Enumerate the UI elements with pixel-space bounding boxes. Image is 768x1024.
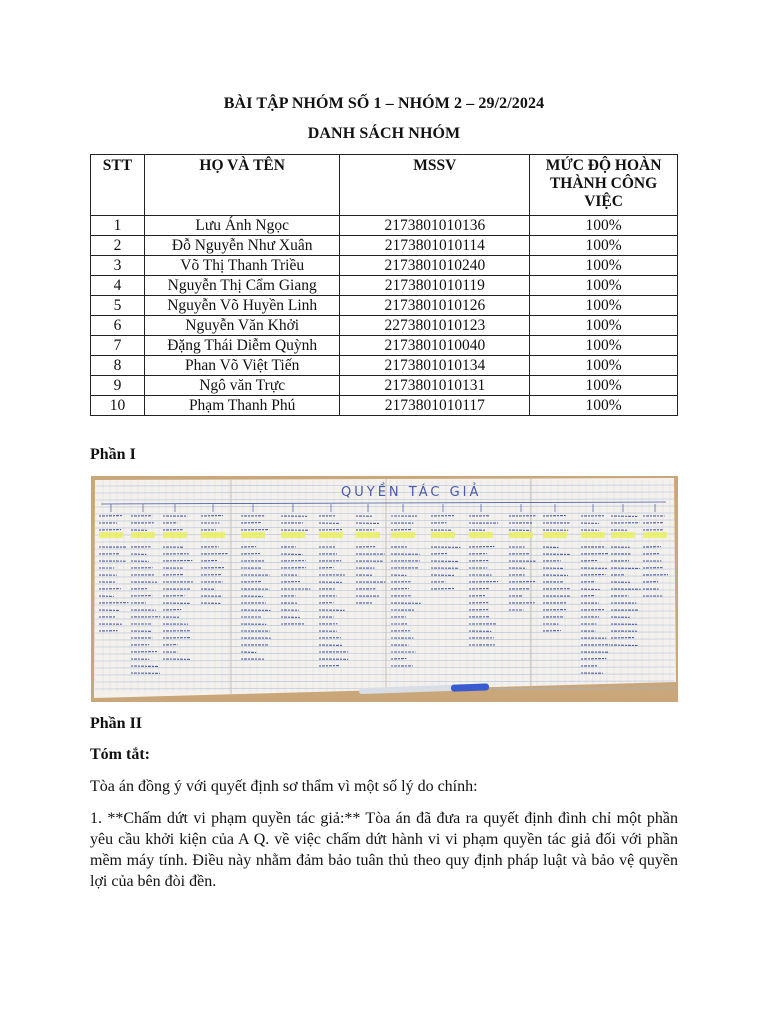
cell-completion: 100% (530, 336, 678, 356)
section-heading-part2: Phần II (90, 715, 143, 732)
member-table (90, 154, 678, 416)
cell-name: Nguyễn Thị Cẩm Giang (144, 276, 340, 296)
cell-completion: 100% (530, 356, 678, 376)
table-row (91, 316, 678, 336)
cell-student-id: 2173801010134 (340, 356, 530, 376)
cell-completion: 100% (530, 236, 678, 256)
cell-stt: 1 (91, 216, 145, 236)
cell-name: Phạm Thanh Phú (144, 396, 340, 416)
cell-stt: 8 (91, 356, 145, 376)
cell-student-id: 2173801010136 (340, 216, 530, 236)
header-name: HỌ VÀ TÊN (144, 155, 340, 216)
cell-name: Nguyễn Văn Khởi (144, 316, 340, 336)
cell-completion: 100% (530, 376, 678, 396)
cell-name: Võ Thị Thanh Triều (144, 256, 340, 276)
header-stt: STT (91, 155, 145, 216)
sheet-title: QUYỀN TÁC GIẢ (341, 485, 482, 500)
cell-stt: 3 (91, 256, 145, 276)
table-row (91, 356, 678, 376)
table-row (91, 256, 678, 276)
paper-sheet (94, 478, 676, 698)
table-row (91, 376, 678, 396)
table-row (91, 236, 678, 256)
cell-stt: 7 (91, 336, 145, 356)
cell-name: Ngô văn Trực (144, 376, 340, 396)
document-subtitle: DANH SÁCH NHÓM (307, 125, 461, 142)
summary-label: Tóm tắt: (90, 746, 150, 763)
cell-name: Phan Võ Việt Tiến (144, 356, 340, 376)
cell-completion: 100% (530, 276, 678, 296)
table-row (91, 216, 678, 236)
document-title: BÀI TẬP NHÓM SỐ 1 – NHÓM 2 – 29/2/2024 (223, 95, 545, 112)
cell-completion: 100% (530, 296, 678, 316)
table-row (91, 276, 678, 296)
table-row (91, 336, 678, 356)
cell-name: Đỗ Nguyễn Như Xuân (144, 236, 340, 256)
summary-point-1: 1. **Chấm dứt vi phạm quyền tác giả:** Tòa án đã đưa ra quyết định đình chỉ một phần yêu cầu khởi kiện của A Q. về việc chấm dứt hành vi vi phạm quyền tác giả đối với phần mềm máy tính. Điều này nhằm đảm bảo tuân thủ theo quy định pháp luật và bảo vệ quyền lợi của bên đòi đền. (90, 810, 678, 890)
cell-completion: 100% (530, 216, 678, 236)
cell-completion: 100% (530, 316, 678, 336)
cell-student-id: 2173801010131 (340, 376, 530, 396)
cell-stt: 2 (91, 236, 145, 256)
cell-student-id: 2273801010123 (340, 316, 530, 336)
cell-name: Lưu Ánh Ngọc (144, 216, 340, 236)
cell-student-id: 2173801010119 (340, 276, 530, 296)
mindmap-photo (91, 476, 678, 702)
table-header-row (91, 155, 678, 216)
cell-completion: 100% (530, 256, 678, 276)
cell-completion: 100% (530, 396, 678, 416)
cell-student-id: 2173801010040 (340, 336, 530, 356)
table-row (91, 296, 678, 316)
header-completion: MỨC ĐỘ HOÀN THÀNH CÔNG VIỆC (530, 155, 678, 216)
table-row (91, 396, 678, 416)
cell-name: Nguyễn Võ Huyền Linh (144, 296, 340, 316)
cell-student-id: 2173801010117 (340, 396, 530, 416)
cell-student-id: 2173801010114 (340, 236, 530, 256)
cell-stt: 4 (91, 276, 145, 296)
section-heading-part1: Phần I (90, 446, 136, 463)
cell-stt: 9 (91, 376, 145, 396)
cell-name: Đặng Thái Diễm Quỳnh (144, 336, 340, 356)
header-student-id: MSSV (340, 155, 530, 216)
cell-stt: 6 (91, 316, 145, 336)
mindmap-photo-drawing (91, 476, 678, 702)
cell-student-id: 2173801010126 (340, 296, 530, 316)
cell-stt: 10 (91, 396, 145, 416)
cell-stt: 5 (91, 296, 145, 316)
summary-intro: Tòa án đồng ý với quyết định sơ thẩm vì một số lý do chính: (90, 778, 478, 795)
cell-student-id: 2173801010240 (340, 256, 530, 276)
